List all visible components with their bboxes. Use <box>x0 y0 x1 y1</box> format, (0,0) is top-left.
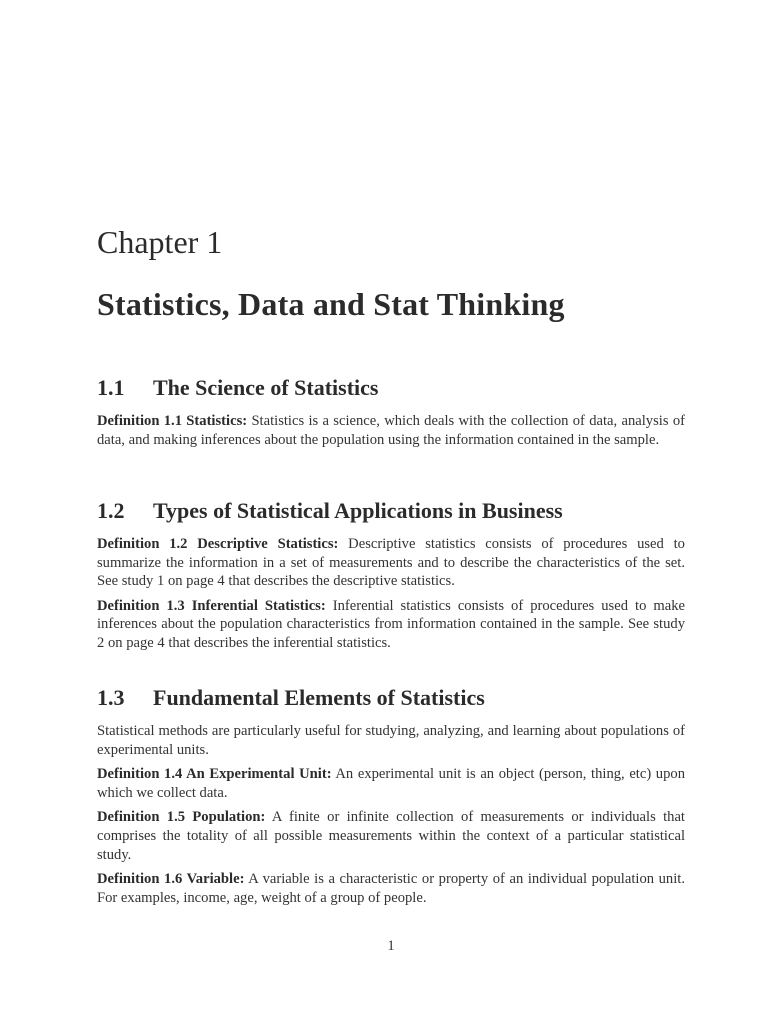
section-number: 1.2 <box>97 498 125 523</box>
definition-term: Definition 1.1 Statistics: <box>97 413 248 429</box>
definition-paragraph <box>97 535 685 591</box>
section-heading <box>97 684 685 712</box>
section-number: 1.3 <box>97 685 125 710</box>
definition-text: An experimental unit is an object (person, thing, etc) upon which we collect data. <box>97 766 685 801</box>
page-number: 1 <box>387 938 395 954</box>
definition-paragraph <box>97 808 685 864</box>
section-heading <box>97 497 685 525</box>
section-1-3 <box>97 684 685 913</box>
definition-term: Definition 1.6 Variable: <box>97 871 245 888</box>
section-number: 1.1 <box>97 375 125 400</box>
chapter-label: Chapter 1 <box>97 224 223 260</box>
section-1-2 <box>97 497 685 659</box>
section-title: Fundamental Elements of Statistics <box>153 685 485 710</box>
definition-term: Definition 1.5 Population: <box>97 809 266 826</box>
section-title: Types of Statistical Applications in Business <box>153 498 563 523</box>
definition-text: Statistics is a science, which deals with the collection of data, analysis of data, and making inferences about the population using the information contained in the sample. <box>97 413 685 448</box>
definition-text: Descriptive statistics consists of procedures used to summarize the information in a set of measurements and to describe the characteristics of the set. See study 1 on page 4 that describes the descriptive statistics. <box>97 536 685 590</box>
section-title: The Science of Statistics <box>153 375 379 400</box>
definition-paragraph <box>97 870 685 907</box>
definition-text: A variable is a characteristic or property of an individual population unit. For examples, income, age, weight of a group of people. <box>97 871 685 906</box>
section-1-1 <box>97 374 685 455</box>
definition-paragraph <box>97 412 685 449</box>
definition-term: Definition 1.2 Descriptive Statistics: <box>97 536 339 552</box>
section-heading <box>97 374 685 402</box>
definition-paragraph <box>97 765 685 802</box>
definition-paragraph <box>97 597 685 653</box>
definition-term: Definition 1.4 An Experimental Unit: <box>97 766 332 783</box>
definition-term: Definition 1.3 Inferential Statistics: <box>97 597 326 614</box>
chapter-title: Statistics, Data and Stat Thinking <box>97 286 565 322</box>
definition-text: A finite or infinite collection of measurements or individuals that comprises the totality of all possible measurements within the context of a particular statistical study. <box>97 809 685 863</box>
definition-text: Inferential statistics consists of procedures used to make inferences about the population characteristics from information contained in the sample. See study 2 on page 4 that describes the inferential statistics. <box>97 597 685 651</box>
document-page <box>97 0 685 1024</box>
intro-paragraph: Statistical methods are particularly useful for studying, analyzing, and learning about populations of experimental units. <box>97 723 685 758</box>
